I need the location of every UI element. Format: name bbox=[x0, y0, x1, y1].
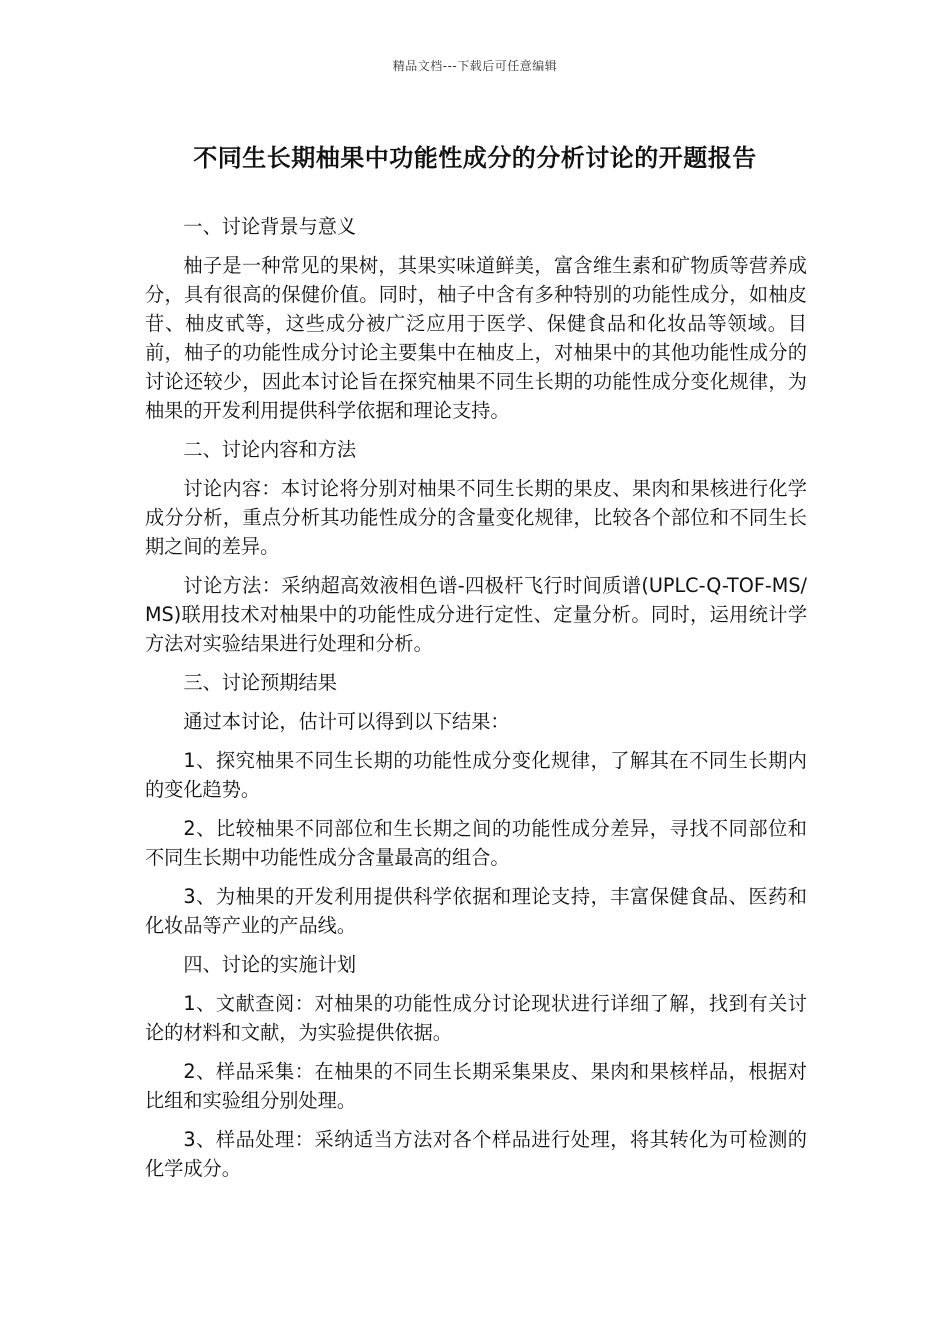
list-item-expected-1: 1、探究柚果不同生长期的功能性成分变化规律，了解其在不同生长期内的变化趋势。 bbox=[145, 749, 807, 801]
section-heading-expected-results: 三、讨论预期结果 bbox=[183, 671, 337, 694]
section-heading-content-method: 二、讨论内容和方法 bbox=[183, 438, 357, 461]
section-heading-background: 一、讨论背景与意义 bbox=[183, 215, 357, 238]
paragraph-research-content: 讨论内容：本讨论将分别对柚果不同生长期的果皮、果肉和果核进行化学成分分析，重点分析其功能性成分的含量变化规律，比较各个部位和不同生长期之间的差异。 bbox=[145, 477, 807, 558]
list-item-plan-2: 2、样品采集：在柚果的不同生长期采集果皮、果肉和果核样品，根据对比组和实验组分别处理。 bbox=[145, 1060, 807, 1112]
section-heading-plan: 四、讨论的实施计划 bbox=[183, 953, 357, 976]
list-item-plan-3: 3、样品处理：采纳适当方法对各个样品进行处理，将其转化为可检测的化学成分。 bbox=[145, 1128, 807, 1180]
header-note: 精品文档---下载后可任意编辑 bbox=[392, 59, 558, 73]
list-item-expected-3: 3、为柚果的开发利用提供科学依据和理论支持，丰富保健食品、医药和化妆品等产业的产品线。 bbox=[145, 885, 807, 937]
list-item-expected-2: 2、比较柚果不同部位和生长期之间的功能性成分差异，寻找不同部位和不同生长期中功能性成分含量最高的组合。 bbox=[145, 817, 807, 869]
document-title: 不同生长期柚果中功能性成分的分析讨论的开题报告 bbox=[193, 144, 757, 172]
list-item-plan-1: 1、文献查阅：对柚果的功能性成分讨论现状进行详细了解，找到有关讨论的材料和文献，为实验提供依据。 bbox=[145, 992, 807, 1044]
paragraph-research-method: 讨论方法：采纳超高效液相色谱-四极杆飞行时间质谱(UPLC-Q-TOF-MS/MS)联用技术对柚果中的功能性成分进行定性、定量分析。同时，运用统计学方法对实验结果进行处理和分析。 bbox=[145, 574, 807, 655]
paragraph-background: 柚子是一种常见的果树，其果实味道鲜美，富含维生素和矿物质等营养成分，具有很高的保健价值。同时，柚子中含有多种特别的功能性成分，如柚皮苷、柚皮甙等，这些成分被广泛应用于医学、保健食品和化妆品等领域。目前，柚子的功能性成分讨论主要集中在柚皮上，对柚果中的其他功能性成分的讨论还较少，因此本讨论旨在探究柚果不同生长期的功能性成分变化规律，为柚果的开发利用提供科学依据和理论支持。 bbox=[145, 254, 807, 422]
document-body bbox=[145, 212, 807, 1193]
paragraph-expected-intro: 通过本讨论，估计可以得到以下结果： bbox=[183, 710, 510, 733]
